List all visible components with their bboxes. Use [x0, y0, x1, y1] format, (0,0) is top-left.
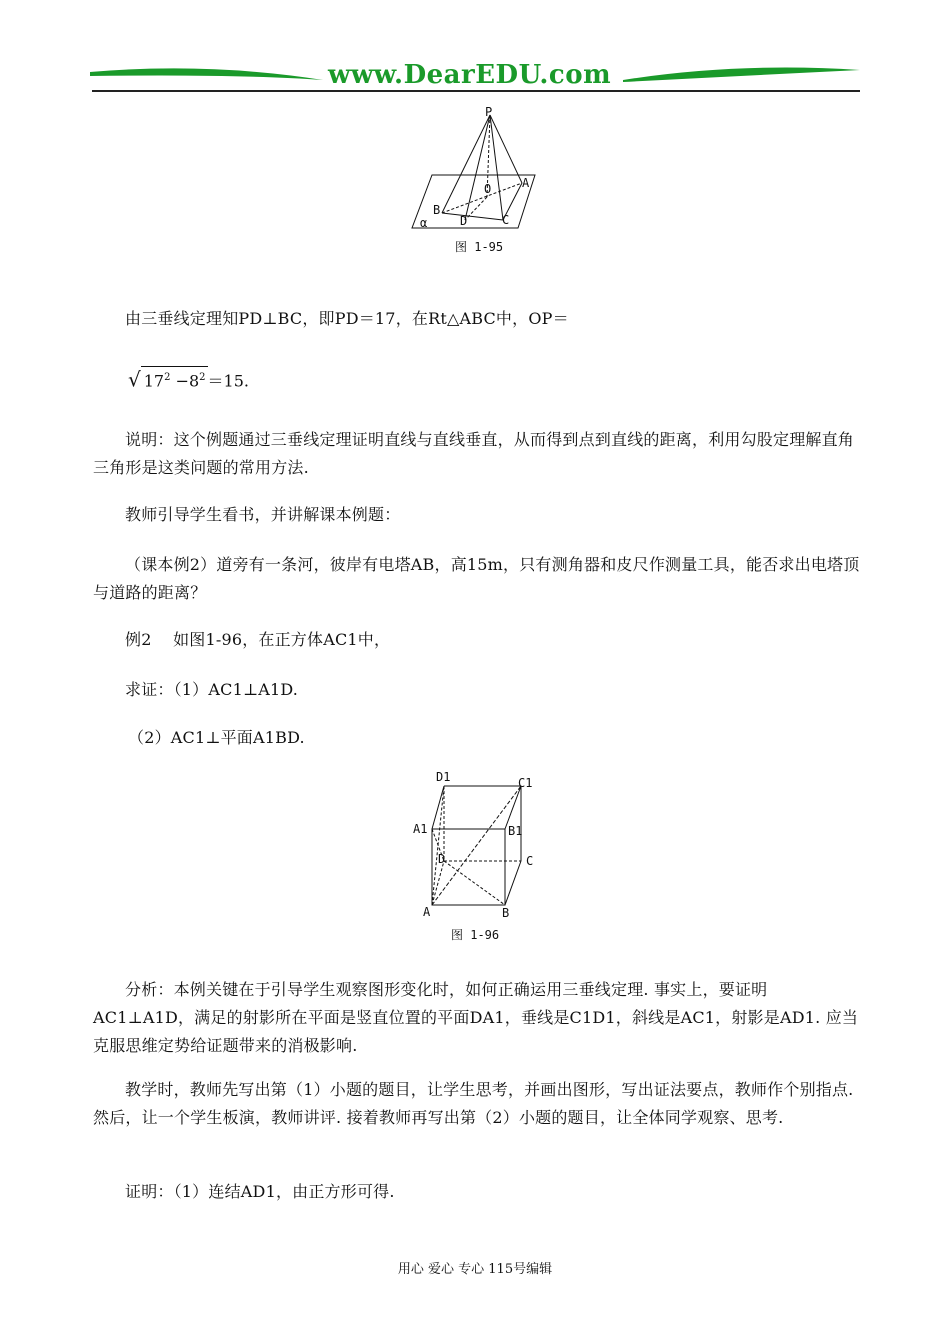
paragraph-pd-bc: 由三垂线定理知PD⊥BC，即PD＝17，在Rt△ABC中，OP＝ [125, 309, 569, 328]
site-logo[interactable]: www.DearEDU.com [328, 60, 612, 90]
label-O: O [484, 182, 492, 196]
label-A-cube: A [423, 905, 431, 919]
radicand [141, 366, 208, 392]
paragraph-explanation: 说明：这个例题通过三垂线定理证明直线与直线垂直，从而得到点到直线的距离，利用勾股定理解直角三角形是这类问题的常用方法. [93, 430, 855, 477]
label-D1 [436, 770, 450, 784]
figure-1-95-diagram [400, 105, 550, 230]
label-B1-text: B1 [508, 824, 523, 838]
page-footer: 用心 爱心 专心 115号编辑 [397, 1262, 553, 1277]
label-A1-text: A1 [413, 822, 428, 836]
paragraph-teaching: 教学时，教师先写出第（1）小题的题目，让学生思考，并画出图形，写出证法要点，教师作个别指点. 然后，让一个学生板演，教师讲评. 接着教师再写出第（2）小题的题目，让全体同学观察、思考. [93, 1080, 854, 1127]
paragraph-analysis: 分析：本例关键在于引导学生观察图形变化时，如何正确运用三垂线定理. 事实上，要证明AC1⊥A1D，满足的射影所在平面是竖直位置的平面DA1，垂线是C1D1，斜线是AC1，射影是AD1. 应当克服思维定势给证题带来的消极影响. [93, 980, 859, 1055]
label-alpha: α [420, 216, 428, 230]
header-divider [92, 90, 860, 92]
paragraph-prove-1: 求证：（1）AC1⊥A1D. [125, 680, 299, 699]
figure-1-96-diagram [415, 768, 545, 918]
label-D1-text: D1 [436, 770, 451, 784]
sqrt-result: ＝15. [207, 371, 249, 391]
paragraph-textbook-example: （课本例2）道旁有一条河，彼岸有电塔AB，高15m，只有测角器和皮尺作测量工具，能否求出电塔顶与道路的距离？ [93, 555, 860, 602]
radical-sign: √ [128, 367, 141, 392]
paragraph-teacher-guide: 教师引导学生看书，并讲解课本例题： [125, 505, 401, 524]
paragraph-prove-2: （2）AC1⊥平面A1BD. [128, 728, 305, 747]
label-C: C [502, 213, 510, 227]
radicand-minus: −8 [170, 371, 200, 391]
label-P: P [485, 105, 493, 119]
sqrt-expression [128, 366, 249, 392]
figure-1-95-caption: 图 1-95 [455, 240, 504, 254]
figure-1-96-caption: 图 1-96 [451, 928, 500, 942]
paragraph-proof: 证明：（1）连结AD1，由正方形可得. [125, 1182, 395, 1201]
label-D: D [438, 852, 446, 866]
label-A1 [413, 822, 427, 836]
label-C1 [518, 776, 532, 790]
radicand-base1: 17 [143, 371, 165, 391]
label-B: B [433, 203, 441, 217]
label-C1-text: C1 [518, 776, 533, 790]
label-B-cube: B [502, 906, 510, 920]
label-D: D [460, 214, 468, 228]
radicand-exp2: 2 [199, 372, 206, 383]
label-B1 [508, 824, 522, 838]
label-A: A [522, 176, 530, 190]
radicand-exp1: 2 [164, 372, 171, 383]
label-C-cube: C [526, 854, 534, 868]
paragraph-example-2: 例2 如图1-96，在正方体AC1中， [125, 630, 391, 649]
